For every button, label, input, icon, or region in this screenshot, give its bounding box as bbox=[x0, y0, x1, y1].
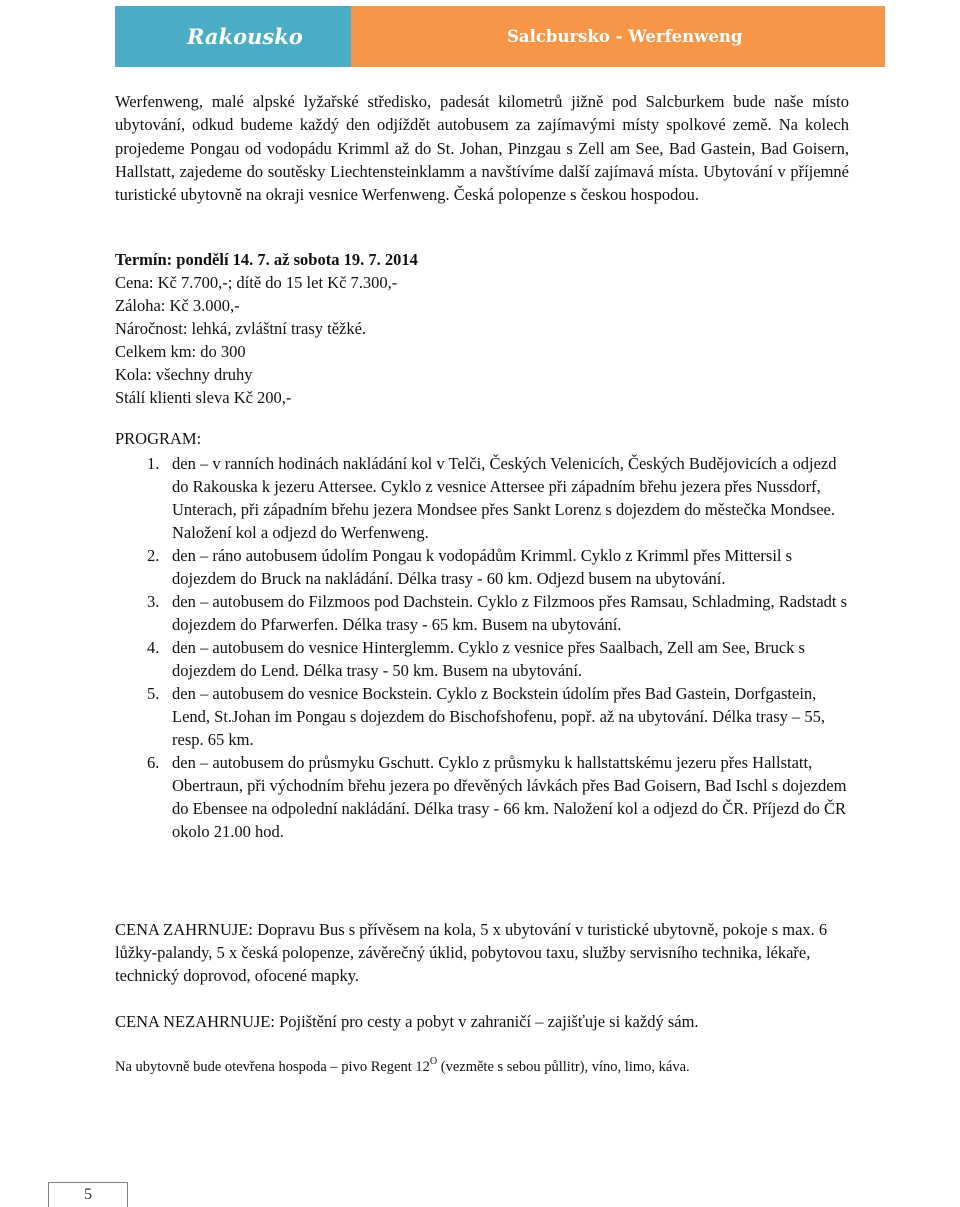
intro-section bbox=[115, 90, 849, 206]
day-number: 5. bbox=[147, 684, 160, 703]
day-text: den – autobusem do průsmyku Gschutt. Cyklo z průsmyku k hallstattskému jezeru přes Hallstatt, Obertraun, při východním břehu jezera po dřevěných lávkách přes Bad Goisern, Bad Ischl s dojezdem do Ebensee na odpolední nakládání. Délka trasy - 66 km. Naložení kol a odjezd do ČR. Příjezd do ČR okolo 21.00 hod. bbox=[172, 753, 847, 841]
program-list bbox=[115, 452, 849, 843]
country-title: Rakousko bbox=[115, 6, 351, 67]
note-after: (vezměte s sebou půllitr), víno, limo, káva. bbox=[437, 1059, 690, 1075]
note-superscript: O bbox=[429, 1056, 438, 1067]
day-text: den – ráno autobusem údolím Pongau k vodopádům Krimml. Cyklo z Krimml přes Mittersil s dojezdem do Bruck na nakládání. Délka trasy - 60 km. Odjezd busem na ubytování. bbox=[172, 546, 793, 588]
day-number: 3. bbox=[147, 592, 160, 611]
trip-deposit: Záloha: Kč 3.000,- bbox=[115, 296, 240, 315]
note-before: Na ubytovně bude otevřena hospoda – pivo Regent 12 bbox=[115, 1059, 430, 1075]
program-day-6 bbox=[115, 751, 849, 843]
program-day-4 bbox=[115, 636, 849, 682]
page-header bbox=[115, 6, 885, 67]
trip-price: Cena: Kč 7.700,-; dítě do 15 let Kč 7.300,- bbox=[115, 273, 398, 292]
program-day-3 bbox=[115, 590, 849, 636]
day-number: 1. bbox=[147, 454, 160, 473]
program-day-1 bbox=[115, 452, 849, 544]
trip-total-km: Celkem km: do 300 bbox=[115, 342, 246, 361]
price-excludes: CENA NEZAHRNUJE: Pojištění pro cesty a pobyt v zahraničí – zajišťuje si každý sám. bbox=[115, 1012, 699, 1031]
price-includes: CENA ZAHRNUJE: Dopravu Bus s přívěsem na kola, 5 x ubytování v turistické ubytovně, pokoje s max. 6 lůžky-palandy, 5 x česká polopenze, závěrečný úklid, pobytovou taxu, služby servisního technika, lékaře, technický doprovod, ofocené mapky. bbox=[115, 920, 828, 985]
trip-term: Termín: pondělí 14. 7. až sobota 19. 7. 2014 bbox=[115, 250, 418, 269]
pub-note bbox=[115, 1051, 849, 1078]
trip-discount: Stálí klienti sleva Kč 200,- bbox=[115, 388, 292, 407]
day-text: den – autobusem do vesnice Bockstein. Cyklo z Bockstein údolím přes Bad Gastein, Dorfgastein, Lend, St.Johan im Pongau s dojezdem do Bischofshofenu, popř. až na ubytování. Délka trasy – 55, resp. 65 km. bbox=[172, 684, 826, 749]
program-day-2 bbox=[115, 544, 849, 590]
day-text: den – v ranních hodinách nakládání kol v Telči, Českých Velenicích, Českých Budějovicích a odjezd do Rakouska k jezeru Attersee. Cyklo z vesnice Attersee při západním břehu jezera přes Nussdorf, Unterach, při západním břehu jezera Mondsee přes Sankt Lorenz s dojezdem do městečka Mondsee. Naložení kol a odjezd do Werfenweng. bbox=[172, 454, 837, 542]
region-title: Salcbursko - Werfenweng bbox=[351, 6, 885, 67]
day-number: 4. bbox=[147, 638, 160, 657]
trip-bikes: Kola: všechny druhy bbox=[115, 365, 253, 384]
trip-difficulty: Náročnost: lehká, zvláštní trasy těžké. bbox=[115, 319, 367, 338]
program-title: PROGRAM: bbox=[115, 429, 202, 448]
trip-details bbox=[115, 248, 849, 409]
program-day-5 bbox=[115, 682, 849, 751]
day-number: 2. bbox=[147, 546, 160, 565]
day-text: den – autobusem do Filzmoos pod Dachstein. Cyklo z Filzmoos přes Ramsau, Schladming, Radstadt s dojezdem do Pfarwerfen. Délka trasy - 65 km. Busem na ubytování. bbox=[172, 592, 848, 634]
page-number: 5 bbox=[48, 1182, 128, 1207]
day-number: 6. bbox=[147, 753, 160, 772]
day-text: den – autobusem do vesnice Hinterglemm. Cyklo z vesnice přes Saalbach, Zell am See, Bruck s dojezdem do Lend. Délka trasy - 50 km. Busem na ubytování. bbox=[172, 638, 805, 680]
intro-paragraph: Werfenweng, malé alpské lyžařské středisko, padesát kilometrů jižně pod Salcburkem bude naše místo ubytování, odkud budeme každý den odjíždět autobusem za zajímavými místy spolkové země. Na kolech projedeme Pongau od vodopádu Krimml až do St. Johan, Pinzgau s Zell am See, Bad Gastein, Bad Goisern, Hallstatt, zajedeme do soutěsky Liechtensteinklamm a navštívíme další zajímavá místa. Ubytování v příjemné turistické ubytovně na okraji vesnice Werfenweng. Česká polopenze s českou hospodou. bbox=[115, 92, 849, 205]
program-section bbox=[115, 427, 849, 843]
